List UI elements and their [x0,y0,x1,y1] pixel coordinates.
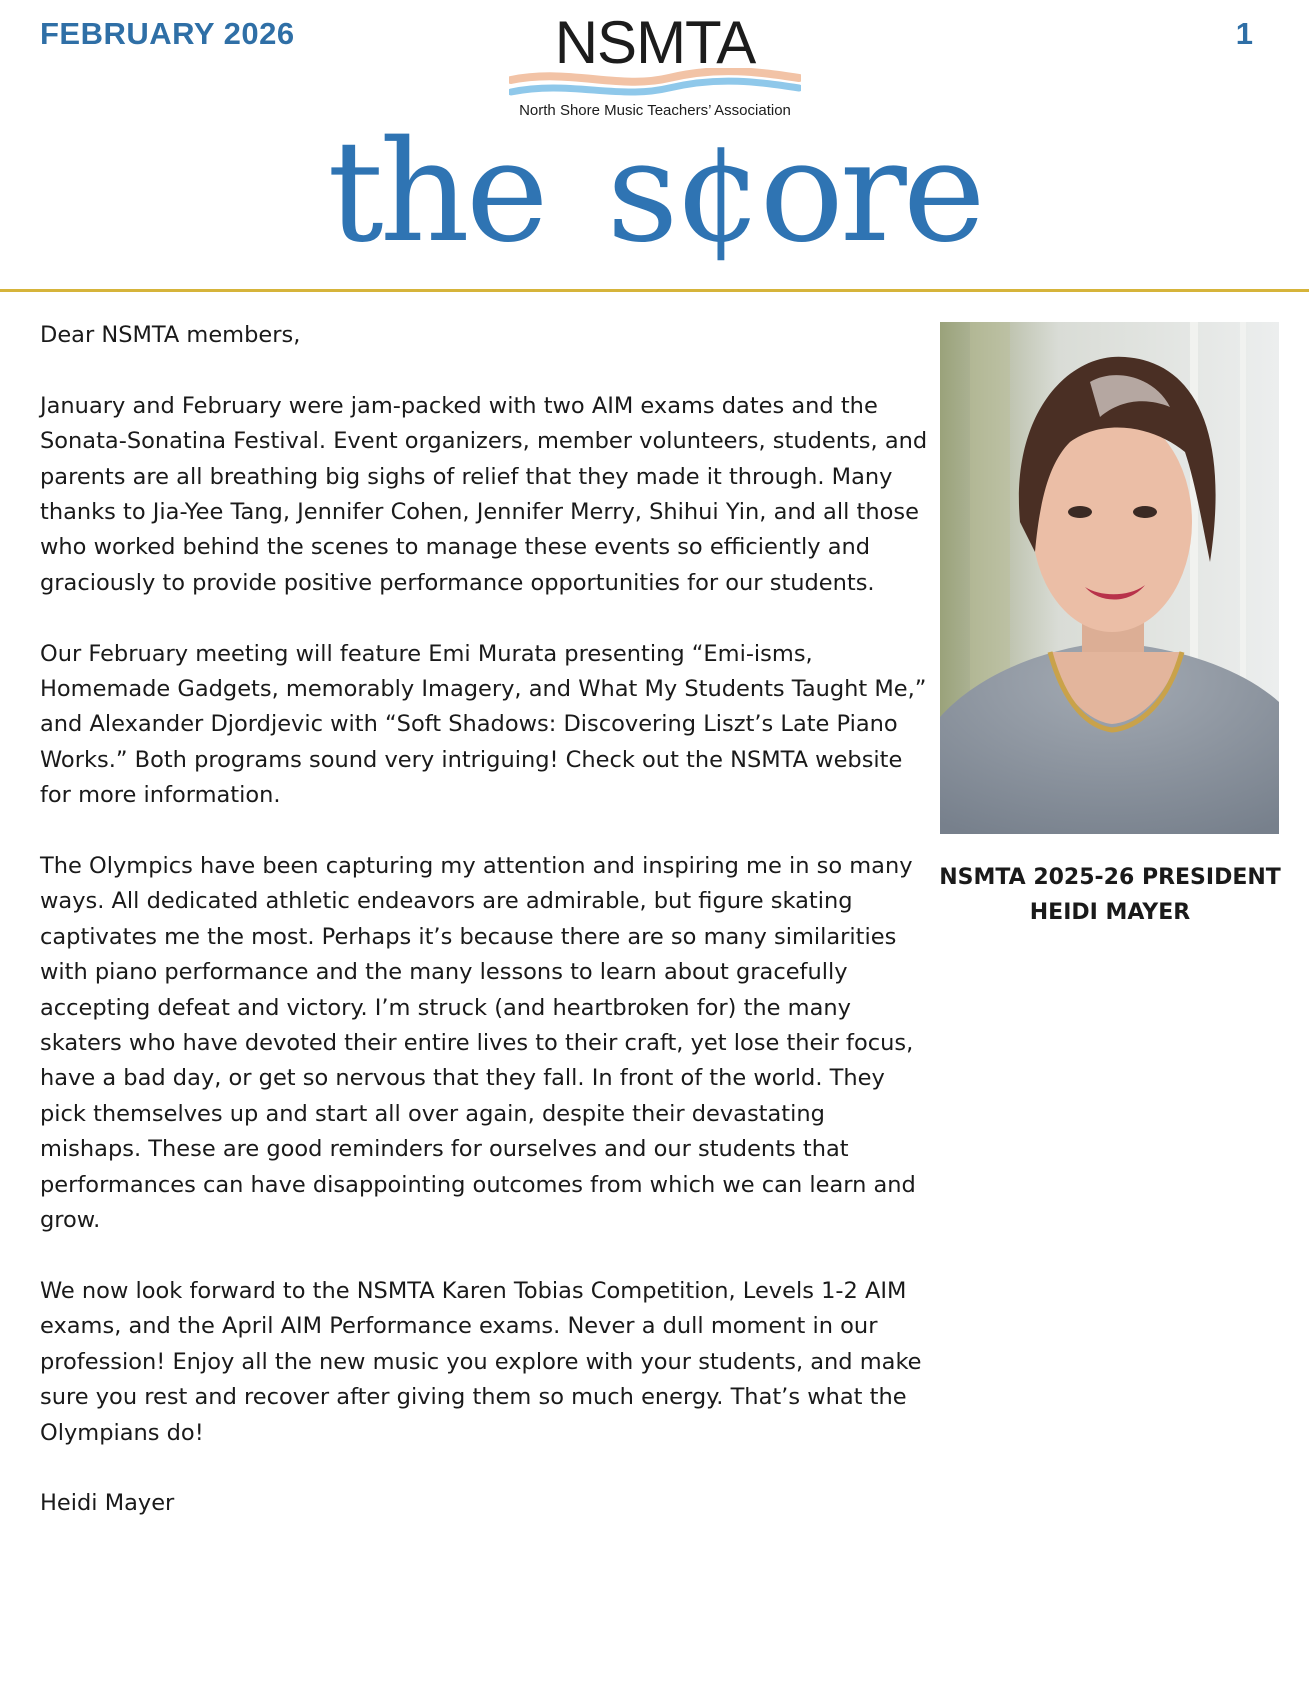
letter-paragraph: Our February meeting will feature Emi Murata presenting “Emi-isms, Homemade Gadgets, memorably Imagery, and What My Students Taught Me,” and Alexander Djordjevic with “Soft Shadows: Discovering Liszt’s Late Piano Works.” Both programs sound very intriguing! Check out the NSMTA website for more information. [40,640,927,809]
logo-wordmark: NSMTA [554,9,756,76]
logo-waves-icon [509,68,801,102]
nsmta-logo [505,8,805,126]
page-number: 1 [1235,16,1253,51]
masthead-word-the: the [327,111,545,274]
header-divider [0,289,1309,292]
masthead-title [0,111,1309,274]
logo-tagline: North Shore Music Teachers’ Association [519,102,791,119]
letter-paragraph: January and February were jam-packed with two AIM exams dates and the Sonata-Sonatina Festival. Event organizers, member volunteers, students, and parents are all breathing big sighs of relief that they made it through. Many thanks to Jia-Yee Tang, Jennifer Cohen, Jennifer Merry, Shihui Yin, and all those who worked behind the scenes to manage these events so efficiently and graciously to provide positive performance opportunities for our students. [40,392,928,596]
letter-salutation: Dear NSMTA members, [40,322,301,348]
letter-paragraph: The Olympics have been capturing my attention and inspiring me in so many ways. All dedicated athletic endeavors are admirable, but figure skating captivates me the most. Perhaps it’s because there are so many similarities with piano performance and the many lessons to learn about gracefully accepting defeat and victory. I’m struck (and heartbroken for) the many skaters who have devoted their entire lives to their craft, yet lose their focus, have a bad day, or get so nervous that they fall. In front of the world. They pick themselves up and start all over again, despite their devastating mishaps. These are good reminders for ourselves and our students that performances can have disappointing outcomes from which we can learn and grow. [40,853,916,1234]
letter-signature: Heidi Mayer [40,1490,175,1517]
clef-icon: ¢ [674,111,760,274]
issue-date: FEBRUARY 2026 [40,16,295,51]
letter-paragraph: We now look forward to the NSMTA Karen Tobias Competition, Levels 1-2 AIM exams, and the April AIM Performance exams. Never a dull moment in our profession! Enjoy all the new music you explore with your students, and make sure you rest and recover after giving them so much energy. That’s what the Olympians do! [40,1277,922,1446]
photo-caption [920,860,1300,930]
caption-title: NSMTA 2025-26 PRESIDENT [939,865,1281,890]
masthead-word-score-ore: ore [759,111,982,274]
masthead-word-score-s: s [606,111,675,274]
caption-name: HEIDI MAYER [1029,900,1191,925]
president-letter [40,318,930,1557]
president-photo [940,322,1279,834]
